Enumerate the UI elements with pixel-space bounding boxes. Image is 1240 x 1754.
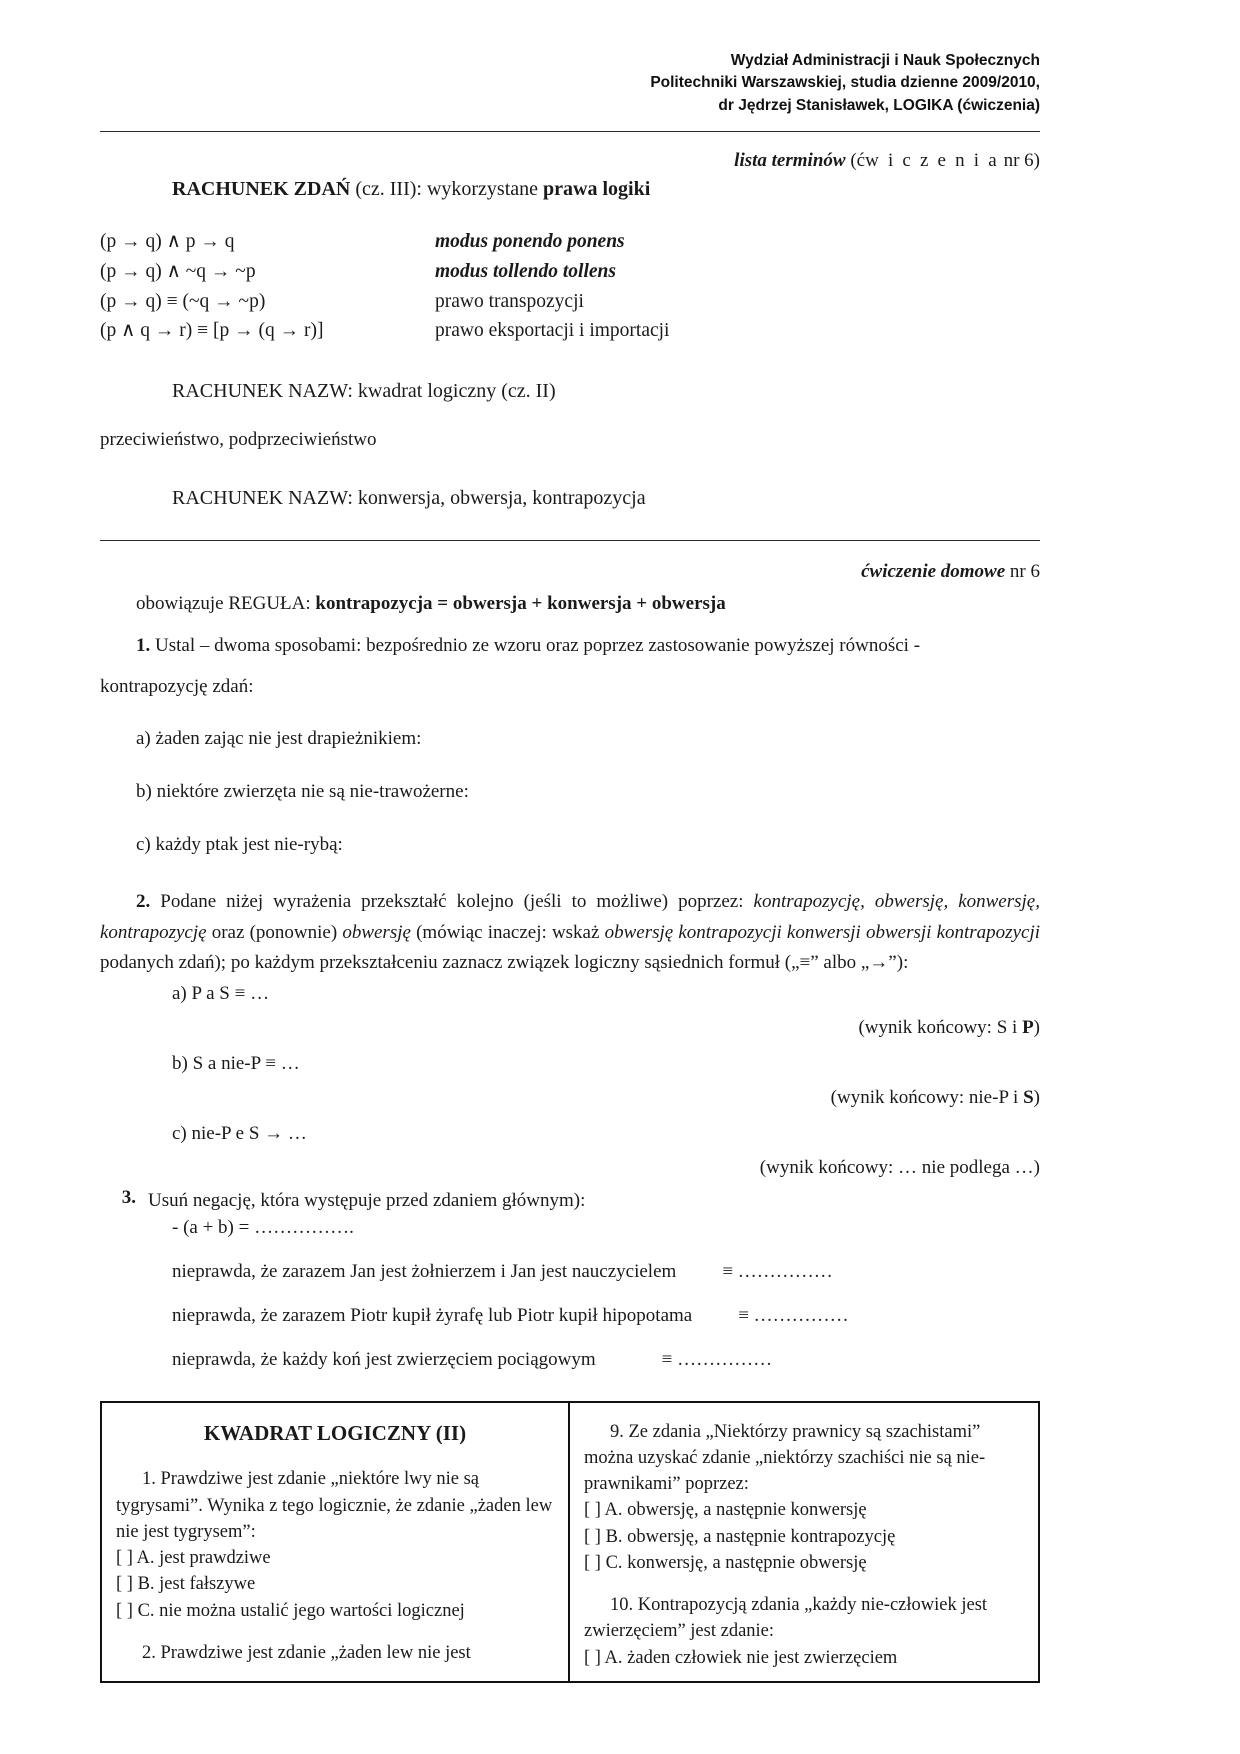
section1-mid: (cz. III): wykorzystane [350,178,544,201]
homework-rule [100,593,1040,615]
formula-name: modus ponendo ponens [435,231,625,253]
quiz-spacer [584,1576,1024,1592]
terms-list-line [100,150,1040,172]
q3-item [100,1349,1040,1371]
q2-note-c [100,1157,1040,1179]
rule-prefix: obowiązuje REGUŁA: [136,592,316,614]
header-divider [100,131,1040,132]
rule-formula: kontrapozycja = obwersja + konwersja + obwersja [315,592,726,614]
q2-note-a-pre: (wynik końcowy: S i [858,1017,1023,1039]
section1-main: RACHUNEK ZDAŃ [172,178,351,201]
quiz-q10-text: 10. Kontrapozycją zdania „każdy nie-człowiek jest zwierzęciem” jest zdanie: [584,1595,988,1642]
formula-expression: (p → q) ∧ p → q [100,231,235,253]
q2-note-c-pre: (wynik końcowy: … nie podlega … [759,1157,1034,1179]
section3-tail: : konwersja, obwersja, kontrapozycja [347,486,646,509]
page-content [100,0,1040,1683]
formula-expression: (p → q) ∧ ~q → ~p [100,261,256,283]
q3-item-text: nieprawda, że każdy koń jest zwierzęciem pociągowym [172,1348,596,1370]
quiz-q1-text: 1. Prawdziwe jest zdanie „niektóre lwy nie są tygrysami”. Wynika z tego logicznie, że zdanie „żaden lew nie jest tygrysem”: [116,1469,553,1542]
section3-main: RACHUNEK NAZW [172,486,348,509]
q2-item-b: b) S a nie-P ≡ … [172,1053,300,1075]
q2-text-d: podanych zdań); po każdym przekształceniu zaznacz związek logiczny sąsiednich formuł („≡” albo „→”): [100,952,909,974]
question-3 [100,1187,1040,1215]
q2-text-c: (mówiąc inaczej: wskaż [410,921,605,943]
q3-item-answer: ≡ …………… [661,1348,773,1370]
section2-main: RACHUNEK NAZW [172,379,348,402]
formula-row [100,287,1040,317]
q3-formula: - (a + b) = ……………. [172,1216,354,1238]
formula-name: prawo eksportacji i importacji [435,320,670,342]
quiz-q1-option-b[interactable]: [ ] B. jest fałszywe [116,1574,256,1595]
section-title-rachunek-zdan [100,178,1040,201]
formula-row [100,316,1040,346]
header-line-1: Wydział Administracji i Nauk Społecznych [730,52,1040,69]
formula-name: modus tollendo tollens [435,261,616,283]
header-lecturer: dr Jędrzej Stanisławek, [718,96,894,114]
q1-number: 1. [136,634,151,656]
q3-item [100,1261,1040,1283]
section2-part: (cz. II) [496,379,556,402]
q2-note-b-post: ) [1033,1087,1040,1109]
q2-italic-1: kontrapozycję, obwersję, konwersję, kontrapozycję [100,890,1040,943]
q2-number: 2. [136,890,151,912]
quiz-q2-text: 2. Prawdziwe jest zdanie „żaden lew nie jest [142,1642,471,1663]
q2-note-b-pre: (wynik końcowy: nie-P i [830,1087,1024,1109]
section2-terms: przeciwieństwo, podprzeciwieństwo [100,428,377,450]
q3-text: Usuń negację, która występuje przed zdaniem głównym): [148,1190,586,1212]
q2-item-a: a) P a S ≡ … [172,983,270,1005]
question-2 [100,887,1040,979]
homework-number: nr 6 [1005,560,1040,582]
terms-close: nr 6) [998,150,1040,172]
q1-item-b: b) niektóre zwierzęta nie są nie-trawożerne: [136,781,469,803]
q2-item-c: c) nie-P e S → … [172,1123,307,1145]
section-divider [100,540,1040,541]
quiz-q9-option-c[interactable]: [ ] C. konwersję, a następnie obwersję [584,1552,867,1573]
q2-note-a-bold: P [1022,1017,1034,1039]
header-line-2: Politechniki Warszawskiej, studia dzienne 2009/2010, [650,74,1040,92]
formula-row [100,257,1040,287]
formula-list [100,227,1040,346]
q2-note-b [100,1087,1040,1109]
formula-name: prawo transpozycji [435,290,584,312]
formula-row [100,227,1040,257]
terms-label: lista terminów [734,150,846,172]
quiz-q10-option-a[interactable]: [ ] A. żaden człowiek nie jest zwierzęciem [584,1647,898,1668]
document-header [100,0,1040,117]
q2-italic-2: obwersję [342,921,411,943]
q2-text-b: oraz (ponownie) [206,921,343,943]
header-line-3 [100,95,1040,117]
quiz-column-right [570,1403,1038,1681]
section1-tail: prawa logiki [543,178,651,201]
quiz-title: KWADRAT LOGICZNY (II) [203,1420,467,1445]
quiz-q1-option-c[interactable]: [ ] C. nie można ustalić jego wartości logicznej [116,1600,465,1621]
q1-item-a: a) żaden zając nie jest drapieżnikiem: [136,728,422,750]
quiz-q1-option-a[interactable]: [ ] A. jest prawdziwe [116,1548,271,1569]
q3-item-answer: ≡ …………… [738,1304,849,1326]
quiz-box [100,1401,1040,1683]
quiz-q9-option-a[interactable]: [ ] A. obwersję, a następnie konwersję [584,1500,867,1521]
section-title-konwersja [100,487,1040,510]
terms-open: (ć [845,150,866,172]
q2-note-a [100,1017,1040,1039]
question-1 [100,631,1040,662]
terms-spaced: w i c z e n i a [865,150,999,172]
quiz-spacer [116,1624,554,1640]
q3-item-answer: ≡ …………… [722,1260,833,1282]
q3-item-text: nieprawda, że zarazem Piotr kupił żyrafę lub Piotr kupił hipopotama [172,1304,693,1326]
q2-italic-3: obwersję kontrapozycji konwersji obwersji kontrapozycji [604,921,1041,943]
q2-note-c-post: ) [1033,1157,1040,1179]
q1-text: Ustal – dwoma sposobami: bezpośrednio ze wzoru oraz poprzez zastosowanie powyższej równości - [150,634,921,656]
q1-continuation: kontrapozycję zdań: [100,675,254,697]
q2-note-b-bold: S [1023,1087,1034,1109]
section2-sub: kwadrat logiczny [357,379,497,402]
q3-number: 3. [121,1187,136,1209]
formula-expression: (p → q) ≡ (~q → ~p) [100,290,266,312]
quiz-q9-option-b[interactable]: [ ] B. obwersję, a następnie kontrapozycję [584,1526,896,1547]
section-title-kwadrat-logiczny [100,380,1040,403]
quiz-column-left [102,1403,570,1681]
formula-expression: (p ∧ q → r) ≡ [p → (q → r)] [100,320,324,342]
q2-text-a: Podane niżej wyrażenia przekształć kolejno (jeśli to możliwe) poprzez: [150,890,754,912]
homework-label: ćwiczenie domowe [861,560,1006,582]
q1-item-c: c) każdy ptak jest nie-rybą: [136,833,343,855]
homework-header [100,561,1040,583]
section2-colon: : [347,379,358,402]
q3-item [100,1305,1040,1327]
q3-item-text: nieprawda, że zarazem Jan jest żołnierzem i Jan jest nauczycielem [172,1260,677,1282]
q2-note-a-post: ) [1033,1017,1040,1039]
quiz-q9-text: 9. Ze zdania „Niektórzy prawnicy są szachistami” można uzyskać zdanie „niektórzy szachiści nie są nie-prawnikami” poprzez: [584,1421,986,1495]
header-course: LOGIKA (ćwiczenia) [893,96,1040,114]
